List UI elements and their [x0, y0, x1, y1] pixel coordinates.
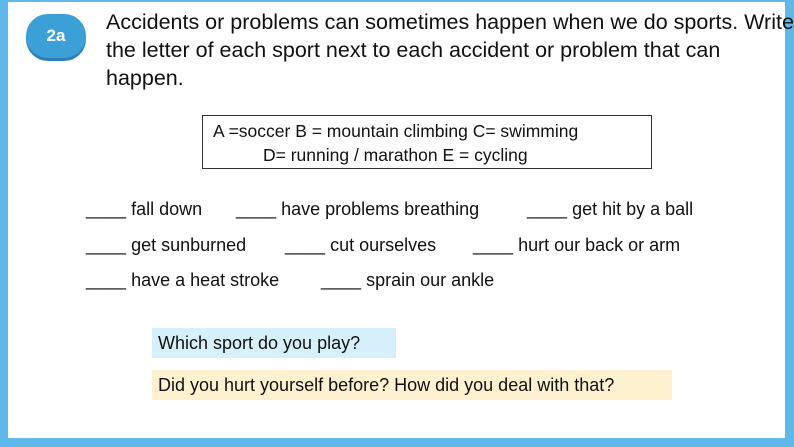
answer-blank[interactable]: ____: [236, 199, 277, 219]
item-text: get hit by a ball: [572, 199, 694, 219]
exercise-item: [86, 199, 202, 220]
sport-key-box: [202, 115, 652, 169]
item-text: hurt our back or arm: [518, 235, 681, 255]
instructions-text: Accidents or problems can sometimes happen when we do sports. Write the letter of each sport next to each accident or problem that can happen.: [106, 10, 794, 90]
sport-key-line-1: A =soccer B = mountain climbing C= swimming: [213, 121, 579, 141]
answer-blank[interactable]: ____: [321, 270, 362, 290]
answer-blank[interactable]: ____: [86, 235, 127, 255]
item-text: have problems breathing: [281, 199, 480, 219]
exercise-item: [473, 235, 680, 256]
exercise-item: [527, 199, 693, 220]
answer-blank[interactable]: ____: [527, 199, 568, 219]
exercise-item: [285, 235, 436, 256]
exercise-item: [236, 199, 479, 220]
item-text: have a heat stroke: [131, 270, 280, 290]
exercise-item: [86, 270, 279, 291]
item-text: fall down: [131, 199, 203, 219]
sport-key-line-2: D= running / marathon E = cycling: [263, 145, 528, 165]
exercise-item: [86, 235, 246, 256]
item-text: get sunburned: [131, 235, 247, 255]
discussion-question-1: Which sport do you play?: [152, 328, 396, 358]
answer-blank[interactable]: ____: [473, 235, 514, 255]
item-text: sprain our ankle: [366, 270, 495, 290]
answer-blank[interactable]: ____: [86, 270, 127, 290]
section-badge: 2a: [26, 14, 86, 58]
exercise-item: [321, 270, 494, 291]
answer-blank[interactable]: ____: [285, 235, 326, 255]
item-text: cut ourselves: [330, 235, 437, 255]
discussion-question-2: Did you hurt yourself before? How did you deal with that?: [152, 370, 672, 400]
answer-blank[interactable]: ____: [86, 199, 127, 219]
